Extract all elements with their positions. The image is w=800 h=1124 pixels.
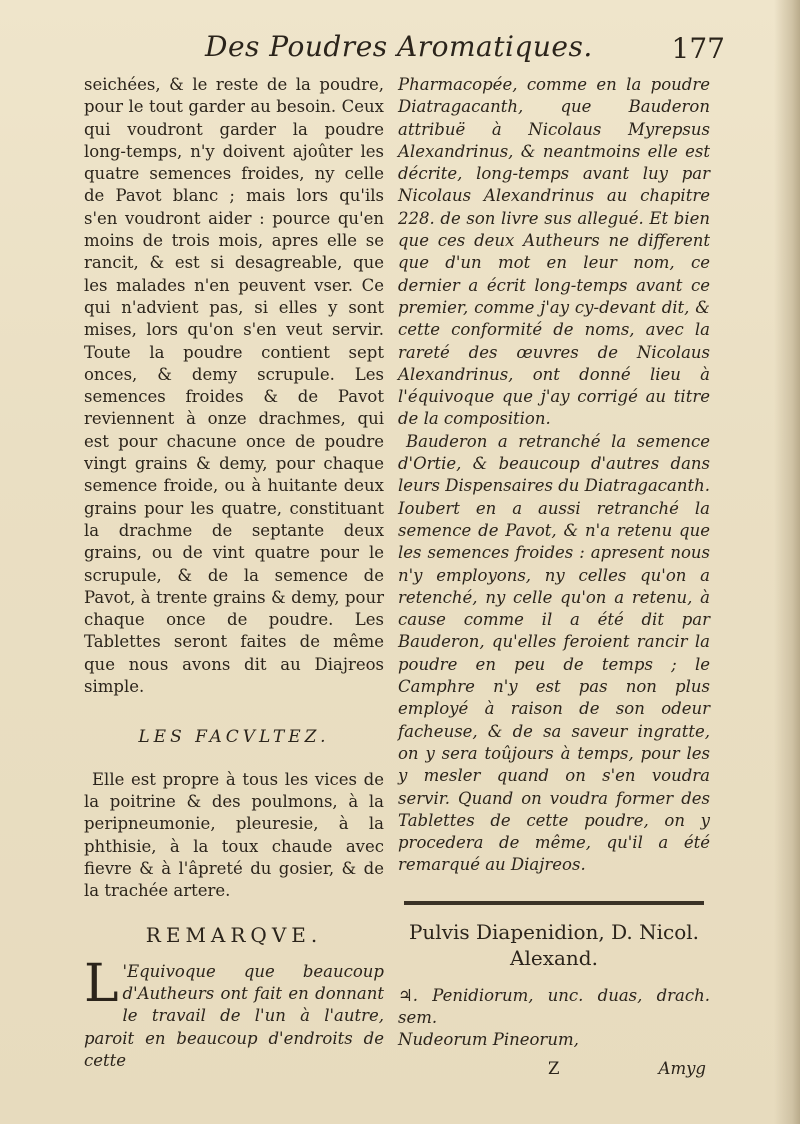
running-title: Des Poudres Aromatiques. (205, 30, 593, 63)
page-number: 177 (671, 32, 725, 65)
right-paragraph-1: Pharmacopée, comme en la poudre Diatragacanth, que Bauderon attribuë à Nicolaus Myrepsus Alexandrinus, & neantmoins elle est décrite, long-temps avant luy par Nicolaus Alexandrinus au chapitre 228. de son livre sus allegué. Et bien que ces deux Autheurs ne different que d'un mot en leur nom, ce dernier a écrit long-temps avant ce premier, comme j'ay cy-devant dit, & cette conformité de noms, avec la rareté des œuvres de Nicolaus Alexandrinus, ont donné lieu à l'équivoque que j'ay corrigé au titre de la composition. (398, 75, 710, 429)
signature-mark: Z (548, 1058, 560, 1078)
facultez-heading: LES FACVLTEZ. (138, 727, 330, 748)
horizontal-rule (404, 901, 704, 905)
page-edge-shadow (774, 0, 800, 1124)
catchword: Amyg (658, 1058, 706, 1078)
remarque-heading: REMARQVE. (145, 923, 323, 948)
left-column (84, 74, 384, 1072)
drop-cap: L (84, 953, 119, 1014)
recipe-line-2: Nudeorum Pineorum, (398, 1030, 579, 1050)
remarque-paragraph (84, 953, 384, 1072)
left-paragraph-2: Elle est propre à tous les vices de la poitrine & des poulmons, à la peripneumonie, pleuresie, à la phthisie, à la toux chaude avec fievre & à l'âpreté du gosier, & de la trachée artere. (84, 769, 384, 901)
recipe-line-1: ♃. Penidiorum, unc. duas, drach. sem. (398, 985, 710, 1027)
right-column (398, 74, 710, 1082)
page-header (205, 30, 725, 74)
left-paragraph-1: seichées, & le reste de la poudre, pour le tout garder au besoin. Ceux qui voudront garder la poudre long-temps, n'y doivent ajoûter les quatre semences froides, ny celle de Pavot blanc ; mais lors qu'ils s'en voudront aider : pource qu'en moins de trois mois, apres elle se rancit, & est si desagreable, que les malades n'en peuvent vser. Ce qui n'advient pas, si elles y sont mises, lors qu'on s'en veut servir. Toute la poudre contient sept onces, & demy scrupule. Les semences froides & de Pavot reviennent à onze drachmes, qui est pour chacune once de poudre vingt grains & demy, pour chaque semence froide, ou à huitante deux grains pour les quatre, constituant la drachme de septante deux grains, ou de vint quatre pour le scrupule, & de la semence de Pavot, à trente grains & demy, pour chaque once de poudre. Les Tablettes seront faites de même que nous avons dit au Diajreos simple. (84, 75, 384, 697)
remarque-text: 'Equivoque que beaucoup d'Autheurs ont fait en donnant le travail de l'un à l'autre, paroit en beaucoup d'endroits de cette (84, 961, 384, 1070)
signature-row (398, 1058, 710, 1082)
recipe-title: Pulvis Diapenidion, D. Nicol. Alexand. (408, 919, 700, 970)
right-paragraph-2: Bauderon a retranché la semence d'Ortie, & beaucoup d'autres dans leurs Dispensaires du Diatragacanth. Ioubert en a aussi retranché la semence de Pavot, & n'a retenu que les semences froides : apresent nous n'y employons, ny celles qu'on a retenché, ny celle qu'on a retenu, à cause comme il a été dit par Bauderon, qu'elles feroient rancir la poudre en peu de temps ; le Camphre n'y est pas non plus employé à raison de son odeur facheuse, & de sa saveur ingratte, on y sera toûjours à temps, pour les y mesler quand on s'en voudra servir. Quand on voudra former des Tablettes de cette poudre, on y procedera de même, qu'il a été remarqué au Diajreos. (398, 431, 710, 875)
